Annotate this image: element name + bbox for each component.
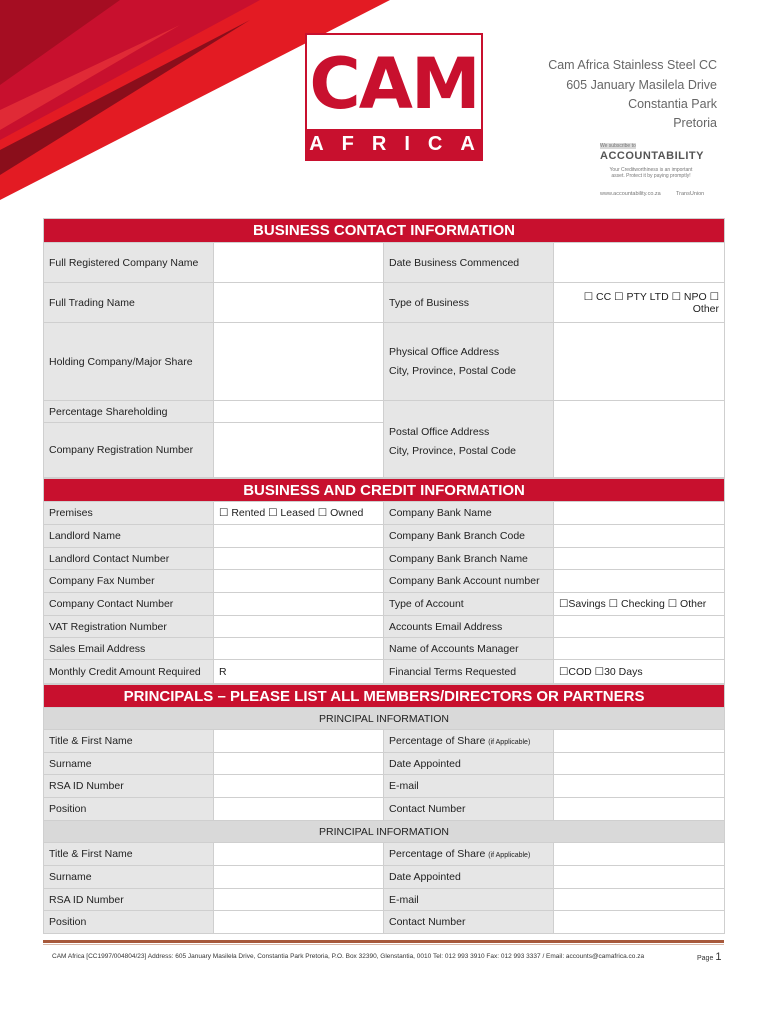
input-date-commenced[interactable] bbox=[554, 243, 725, 283]
label-full-trading-name: Full Trading Name bbox=[44, 283, 214, 323]
input-p1-contact-number[interactable] bbox=[554, 798, 725, 821]
input-bank-name[interactable] bbox=[554, 502, 725, 525]
label-premises: Premises bbox=[44, 502, 214, 525]
label-p2-share-note: (if Applicable) bbox=[488, 852, 531, 859]
address-line-2: 605 January Masilela Drive bbox=[566, 78, 717, 92]
principal-info-subheader-2: PRINCIPAL INFORMATION bbox=[44, 821, 725, 843]
type-of-business-options[interactable]: ☐ CC ☐ PTY LTD ☐ NPO ☐ Other bbox=[554, 283, 725, 323]
label-bank-name: Company Bank Name bbox=[384, 502, 554, 525]
label-sales-email: Sales Email Address bbox=[44, 638, 214, 660]
label-p1-position: Position bbox=[44, 798, 214, 821]
label-monthly-credit: Monthly Credit Amount Required bbox=[44, 660, 214, 684]
input-p1-id-number[interactable] bbox=[214, 775, 384, 798]
input-sales-email[interactable] bbox=[214, 638, 384, 660]
label-p2-email: E-mail bbox=[384, 889, 554, 911]
input-percentage-shareholding[interactable] bbox=[214, 401, 384, 423]
input-full-trading-name[interactable] bbox=[214, 283, 384, 323]
input-p1-surname[interactable] bbox=[214, 753, 384, 775]
label-accounts-email: Accounts Email Address bbox=[384, 616, 554, 638]
label-fax-number: Company Fax Number bbox=[44, 570, 214, 593]
financial-terms-options[interactable]: ☐COD ☐30 Days bbox=[554, 660, 725, 684]
input-landlord-contact[interactable] bbox=[214, 548, 384, 570]
label-physical-address-text: Physical Office Address bbox=[389, 345, 500, 358]
input-fax-number[interactable] bbox=[214, 570, 384, 593]
label-p2-share-text: Percentage of Share bbox=[389, 848, 486, 860]
label-holding-company: Holding Company/Major Share bbox=[44, 323, 214, 401]
label-p2-id-number: RSA ID Number bbox=[44, 889, 214, 911]
accountability-badge bbox=[598, 143, 718, 203]
label-full-registered-name: Full Registered Company Name bbox=[44, 243, 214, 283]
input-p2-share[interactable] bbox=[554, 843, 725, 866]
footer-text: CAM Africa [CC1997/004804/23] Address: 605 January Masilela Drive, Constantia Park Pretoria, P.O. Box 32390, Glenstantia, 0010 Tel: 012 993 3910 Fax: 012 993 3337 / Email: accounts@camafrica.co.za bbox=[52, 953, 645, 960]
label-type-of-account: Type of Account bbox=[384, 593, 554, 616]
label-vat-number: VAT Registration Number bbox=[44, 616, 214, 638]
input-contact-number[interactable] bbox=[214, 593, 384, 616]
input-p2-position[interactable] bbox=[214, 911, 384, 934]
label-p1-share-note: (if Applicable) bbox=[488, 739, 531, 746]
business-contact-table bbox=[43, 218, 725, 478]
label-p2-first-name: Title & First Name bbox=[44, 843, 214, 866]
label-postal-address bbox=[384, 401, 554, 478]
input-accounts-email[interactable] bbox=[554, 616, 725, 638]
input-p2-date-appointed[interactable] bbox=[554, 866, 725, 889]
input-holding-company[interactable] bbox=[214, 323, 384, 401]
input-accounts-manager[interactable] bbox=[554, 638, 725, 660]
label-p1-share-text: Percentage of Share bbox=[389, 735, 486, 747]
logo-text-top: CAM bbox=[309, 43, 479, 125]
label-date-commenced: Date Business Commenced bbox=[384, 243, 554, 283]
accountability-subscribed: We subscribe to bbox=[600, 143, 636, 149]
input-p2-email[interactable] bbox=[554, 889, 725, 911]
label-landlord-contact: Landlord Contact Number bbox=[44, 548, 214, 570]
input-p1-email[interactable] bbox=[554, 775, 725, 798]
label-physical-address bbox=[384, 323, 554, 401]
address-line-4: Pretoria bbox=[673, 116, 717, 130]
input-monthly-credit[interactable]: R bbox=[214, 660, 384, 684]
accountability-url: www.accountability.co.za bbox=[600, 191, 661, 197]
label-branch-name: Company Bank Branch Name bbox=[384, 548, 554, 570]
input-p1-position[interactable] bbox=[214, 798, 384, 821]
label-type-of-business: Type of Business bbox=[384, 283, 554, 323]
type-of-account-options[interactable]: ☐Savings ☐ Checking ☐ Other bbox=[554, 593, 725, 616]
label-registration-number: Company Registration Number bbox=[44, 423, 214, 478]
label-p1-first-name: Title & First Name bbox=[44, 730, 214, 753]
label-p2-position: Position bbox=[44, 911, 214, 934]
business-credit-header: BUSINESS AND CREDIT INFORMATION bbox=[44, 479, 725, 502]
page-indicator bbox=[697, 951, 721, 963]
input-account-number[interactable] bbox=[554, 570, 725, 593]
label-percentage-shareholding: Percentage Shareholding bbox=[44, 401, 214, 423]
label-p2-surname: Surname bbox=[44, 866, 214, 889]
input-branch-code[interactable] bbox=[554, 525, 725, 548]
label-p1-email: E-mail bbox=[384, 775, 554, 798]
principals-table bbox=[43, 684, 725, 934]
input-p1-first-name[interactable] bbox=[214, 730, 384, 753]
label-branch-code: Company Bank Branch Code bbox=[384, 525, 554, 548]
input-p2-surname[interactable] bbox=[214, 866, 384, 889]
label-p1-id-number: RSA ID Number bbox=[44, 775, 214, 798]
accountability-brand: ACCOUNTABILITY bbox=[600, 150, 704, 162]
logo-text-bottom: AFRICA bbox=[307, 129, 481, 159]
label-p1-contact-number: Contact Number bbox=[384, 798, 554, 821]
label-financial-terms: Financial Terms Requested bbox=[384, 660, 554, 684]
footer-divider bbox=[43, 940, 724, 943]
label-physical-city: City, Province, Postal Code bbox=[389, 364, 517, 377]
label-p2-date-appointed: Date Appointed bbox=[384, 866, 554, 889]
input-p2-first-name[interactable] bbox=[214, 843, 384, 866]
label-p1-share bbox=[384, 730, 554, 753]
premises-options[interactable]: ☐ Rented ☐ Leased ☐ Owned bbox=[214, 502, 384, 525]
address-line-1: Cam Africa Stainless Steel CC bbox=[548, 58, 717, 72]
input-p2-contact-number[interactable] bbox=[554, 911, 725, 934]
page-label: Page bbox=[697, 955, 714, 962]
label-postal-city: City, Province, Postal Code bbox=[389, 445, 517, 457]
accountability-tagline: Your Creditworthiness is an important asset. Protect it by paying promptly! bbox=[609, 167, 693, 179]
cam-africa-logo bbox=[305, 33, 493, 161]
label-p2-share bbox=[384, 843, 554, 866]
page-number: 1 bbox=[715, 951, 722, 963]
label-p1-date-appointed: Date Appointed bbox=[384, 753, 554, 775]
input-landlord-name[interactable] bbox=[214, 525, 384, 548]
business-contact-header: BUSINESS CONTACT INFORMATION bbox=[44, 219, 725, 243]
input-postal-address[interactable] bbox=[554, 401, 725, 478]
label-account-number: Company Bank Account number bbox=[384, 570, 554, 593]
input-p1-share[interactable] bbox=[554, 730, 725, 753]
input-p2-id-number[interactable] bbox=[214, 889, 384, 911]
input-full-registered-name[interactable] bbox=[214, 243, 384, 283]
label-postal-address-text: Postal Office Address bbox=[389, 426, 490, 438]
input-p1-date-appointed[interactable] bbox=[554, 753, 725, 775]
input-vat-number[interactable] bbox=[214, 616, 384, 638]
label-p2-contact-number: Contact Number bbox=[384, 911, 554, 934]
label-contact-number: Company Contact Number bbox=[44, 593, 214, 616]
address-line-3: Constantia Park bbox=[628, 97, 717, 111]
principals-header: PRINCIPALS – PLEASE LIST ALL MEMBERS/DIRECTORS OR PARTNERS bbox=[44, 685, 725, 708]
input-registration-number[interactable] bbox=[214, 423, 384, 478]
input-physical-address[interactable] bbox=[554, 323, 725, 401]
footer-divider-thin bbox=[43, 944, 724, 945]
input-branch-name[interactable] bbox=[554, 548, 725, 570]
business-credit-table bbox=[43, 478, 725, 684]
label-accounts-manager: Name of Accounts Manager bbox=[384, 638, 554, 660]
label-landlord-name: Landlord Name bbox=[44, 525, 214, 548]
transunion-logo: TransUnion bbox=[676, 191, 705, 197]
label-p1-surname: Surname bbox=[44, 753, 214, 775]
principal-info-subheader-1: PRINCIPAL INFORMATION bbox=[44, 708, 725, 730]
